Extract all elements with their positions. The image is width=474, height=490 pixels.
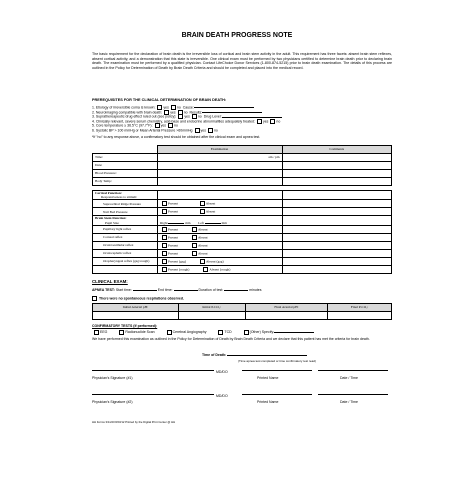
table-row — [93, 200, 392, 208]
checkbox[interactable] — [244, 330, 249, 335]
reflex-label — [93, 265, 158, 273]
footer: HH Forms 3/11/20 R03/12 Printed by the Digital Print Center @ HH — [92, 420, 176, 424]
reflex-label: Oropharyngeal reflex (gag/cough) — [93, 257, 158, 265]
signature-line-2 — [92, 394, 392, 398]
no-resp-label: There were no spontaneous respirations observed. — [98, 296, 184, 301]
option-label: no — [197, 114, 202, 119]
signature-1-field[interactable] — [92, 370, 214, 371]
option-label: Absent — [205, 209, 216, 214]
exam-header-examination: Examination — [157, 146, 282, 154]
prereq-text: 2. Neuroimaging compatible with brain death: — [92, 110, 163, 115]
option-label: no — [183, 110, 188, 115]
supraorbital-comment[interactable] — [283, 200, 392, 208]
table-row — [93, 241, 392, 249]
minutes-label: minutes — [249, 288, 262, 292]
exam-header-comments: Comments — [282, 146, 392, 154]
sig2-label: Physician's Signature (#2) — [92, 400, 133, 404]
option-label: Absent — [197, 251, 208, 256]
temp-field[interactable] — [157, 178, 282, 186]
checkbox[interactable] — [162, 259, 167, 264]
other-test-field[interactable] — [274, 332, 314, 333]
option-label: no — [276, 119, 281, 124]
initial-pco2-field[interactable] — [178, 312, 245, 320]
prereq-extra-field[interactable] — [222, 117, 282, 118]
time-comment[interactable] — [282, 154, 392, 162]
table-row — [93, 170, 392, 178]
gas-header-final-pco2: Final PₐCO₂: — [328, 304, 392, 312]
bp-field[interactable] — [157, 170, 282, 178]
checkbox[interactable] — [195, 128, 200, 133]
prereq-extra-field[interactable] — [194, 107, 254, 108]
prereq-extra-label: Drug Level: — [203, 114, 222, 119]
end-time-label: End time: — [157, 288, 173, 292]
exam-table — [92, 145, 392, 186]
checkbox[interactable] — [94, 330, 99, 335]
signature-line-1 — [92, 370, 392, 374]
no-resp-checkbox[interactable] — [92, 296, 97, 301]
reflex-comment[interactable] — [283, 249, 392, 257]
checkbox[interactable] — [218, 330, 223, 335]
gas-header-initial-pco2: Initial PₐCO₂: — [178, 304, 245, 312]
cortical-comment — [283, 191, 392, 200]
option-label: Absent — [205, 201, 216, 206]
checkbox[interactable] — [200, 209, 205, 214]
table-row — [93, 162, 392, 170]
printed-name-label: Printed Name — [257, 400, 279, 404]
option-label: Present — [168, 201, 178, 206]
option-label: yes — [200, 128, 206, 133]
mdod-label: MD/DO — [216, 394, 228, 398]
cortical-spacer — [158, 191, 283, 200]
row-label-date: Date: — [93, 162, 158, 170]
supraorbital-options — [158, 200, 283, 208]
reflex-comment[interactable] — [283, 241, 392, 249]
prereq-extra-field[interactable] — [202, 112, 262, 113]
table-row — [93, 257, 392, 265]
reflex-label: Pupillary light reflex — [93, 225, 158, 233]
reflex-options — [158, 265, 283, 273]
table-row — [93, 178, 392, 186]
checkbox[interactable] — [119, 330, 124, 335]
mm-label: mm — [221, 220, 227, 225]
nailbed-comment[interactable] — [283, 208, 392, 216]
cortical-cell — [93, 191, 158, 200]
intro-paragraph: The basic requirement for the declaration of brain death is the irreversible loss of cortical and brain stem activity in the adult. This requirement has three facets: absent brain stem reflexes, absent cortical activity, and a demonstration that this state is irreversible. One clinical exam must be performed by two physicians certified to determine brain death prior to declaring brain death. The examination must be performed by a qualified physician. Contact LifeChoice Donor Services (1-800-874-5215) prior to brain death examination. The details of this process are outlined in the Policy for Determination of Death by Brain Death Criteria and should be completed and placed into the medical record. — [92, 52, 392, 70]
option-label: EEG — [100, 330, 108, 335]
prereq-text: 4. Clinically relevant, severe serum chemistry, acid-base and endocrine abnormalities adequately treated: — [92, 119, 255, 124]
duration-label: Duration of test: — [198, 288, 224, 292]
prereq-text: 5. Core temperature ≥ 36.5°C (97.7°F): — [92, 123, 153, 128]
apnea-label: APNEA TEST: — [92, 288, 115, 292]
row-label-temp: Body Temp: — [93, 178, 158, 186]
option-label: yes — [262, 119, 269, 124]
blood-gas-table — [92, 303, 392, 320]
prereq-text: 3. Suprathereapeutic drug effect ruled out (see policy): — [92, 114, 177, 119]
reflex-options — [158, 241, 283, 249]
checkbox[interactable] — [257, 119, 262, 124]
printed-name-label: Printed Name — [257, 376, 279, 380]
checkbox[interactable] — [208, 128, 213, 133]
reflex-label: Oculocephalic reflex — [93, 249, 158, 257]
prereq-item — [92, 128, 392, 133]
option-label: Present (gag) — [168, 259, 186, 264]
table-row — [93, 225, 392, 233]
table-row — [93, 265, 392, 273]
brainstem-heading-cell — [93, 216, 158, 225]
table-row — [93, 154, 392, 162]
form-page — [62, 10, 412, 480]
confirm-heading: CONFIRMATORY TESTS (If performed): — [92, 324, 158, 328]
table-row — [93, 304, 392, 312]
supraorbital-label: Supraorbital Ridge Pressure — [93, 200, 158, 208]
option-label: Present — [168, 209, 178, 214]
confirm-test-option — [216, 330, 231, 334]
page-title: BRAIN DEATH PROGRESS NOTE — [181, 32, 293, 39]
signature-2-field[interactable] — [92, 394, 214, 395]
reflex-label: Corneal reflex — [93, 233, 158, 241]
time-field[interactable] — [157, 154, 282, 162]
date-time-2-field[interactable] — [318, 394, 388, 395]
option-label: Present — [168, 235, 178, 240]
signature-captions-2 — [92, 400, 392, 404]
table-row — [93, 216, 392, 225]
gas-header-final-ph: Final Arterial pH: — [245, 304, 328, 312]
cortical-heading: Cortical Function: — [95, 191, 122, 195]
prereq-text: 1. Etiology of irreversible coma is known: — [92, 105, 156, 110]
checkbox[interactable] — [162, 227, 167, 232]
confirm-test-option — [165, 330, 207, 334]
exam-header-blank — [93, 146, 158, 154]
end-time-field[interactable] — [174, 290, 198, 291]
checkbox[interactable] — [162, 243, 167, 248]
option-label: Radionuclide Scan — [125, 330, 155, 335]
date-time-label: Date / Time — [340, 376, 358, 380]
bp-comment[interactable] — [282, 170, 392, 178]
checkbox[interactable] — [192, 227, 197, 232]
checkbox[interactable] — [200, 259, 205, 264]
final-pco2-field[interactable] — [328, 312, 392, 320]
confirm-test-option — [242, 330, 315, 334]
checkbox[interactable] — [162, 201, 167, 206]
checkbox[interactable] — [192, 235, 197, 240]
option-label: Absent — [197, 235, 208, 240]
clinical-exam-heading: CLINICAL EXAM: — [92, 279, 128, 284]
reflex-comment[interactable] — [283, 265, 392, 273]
option-label: yes — [184, 114, 190, 119]
checkbox[interactable] — [192, 243, 197, 248]
duration-field[interactable] — [224, 290, 248, 291]
printed-name-2-field[interactable] — [242, 394, 312, 395]
option-label: (Other) Specify: — [249, 330, 275, 335]
prereq-heading: PREREQUISITES FOR THE CLINICAL DETERMINATION OF BRAIN DEATH: — [92, 98, 227, 102]
confirm-test-option — [92, 330, 107, 334]
right-pupil-field[interactable] — [168, 223, 184, 224]
mdod-label: MD/DO — [216, 370, 228, 374]
reflex-options — [158, 225, 283, 233]
option-label: no — [213, 128, 218, 133]
temp-comment[interactable] — [282, 178, 392, 186]
pupil-size-label: Pupil Size — [105, 220, 119, 225]
checkbox[interactable] — [200, 201, 205, 206]
nailbed-label: Nail Bed Pressure — [93, 208, 158, 216]
checkbox[interactable] — [167, 330, 172, 335]
responsiveness-label: Responsiveness to stimuli: — [101, 195, 138, 200]
right-label: Right — [160, 220, 168, 225]
option-label: yes — [170, 110, 176, 115]
final-ph-field[interactable] — [245, 312, 328, 320]
checkbox[interactable] — [162, 251, 167, 256]
option-label: Absent — [197, 227, 208, 232]
option-label: no — [176, 105, 181, 110]
declaration-statement: We have performed this examination as outlined in the Policy for Determination of Death by Brain Death Criteria and we declare that this patient has met the criteria for brain death. — [92, 337, 370, 341]
sig1-label: Physician's Signature (#1) — [92, 376, 133, 380]
time-of-death-label: Time of Death: — [202, 353, 227, 357]
am-pm-label: am / pm — [268, 155, 280, 160]
checkbox[interactable] — [162, 209, 167, 214]
reflex-comment[interactable] — [283, 233, 392, 241]
no-resp-row — [92, 296, 184, 301]
confirm-tests-row — [92, 330, 392, 335]
checkbox[interactable] — [162, 235, 167, 240]
prereq-text: 6. Systolic BP > 100 mmHg or Mean Arterial Pressure >60mmHg — [92, 128, 193, 133]
option-label: Present — [168, 243, 178, 248]
pupil-size-fields — [158, 216, 283, 225]
option-label: Present — [168, 227, 178, 232]
option-label: yes — [160, 123, 167, 128]
nailbed-options — [158, 208, 283, 216]
date-comment[interactable] — [282, 162, 392, 170]
option-label: Present — [168, 251, 178, 256]
checkbox[interactable] — [203, 267, 208, 272]
date-time-label: Date / Time — [340, 400, 358, 404]
time-of-death-field[interactable] — [227, 355, 307, 356]
initial-ph-field[interactable] — [93, 312, 179, 320]
left-label: Left — [198, 220, 204, 225]
gas-header-initial-ph: Initial Arterial pH: — [93, 304, 179, 312]
reflex-comment[interactable] — [283, 257, 392, 265]
start-time-field[interactable] — [133, 290, 157, 291]
option-label: Absent (cough) — [209, 267, 231, 272]
reflex-label: Oculovestibular reflex — [93, 241, 158, 249]
reflex-options — [158, 233, 283, 241]
mm-label: mm — [185, 220, 191, 225]
option-label: Absent — [197, 243, 208, 248]
table-row — [93, 208, 392, 216]
brainstem-heading: Brain Stem Function: — [95, 216, 127, 221]
option-label: no — [174, 123, 178, 128]
option-label: Absent (gag) — [205, 259, 224, 264]
checkbox[interactable] — [192, 251, 197, 256]
prereq-note: *If "no" to any response above, a confirmatory test should be obtained after the clinical exam and apnea test. — [92, 135, 261, 139]
confirm-test-option — [117, 330, 154, 334]
left-pupil-field[interactable] — [205, 223, 221, 224]
option-label: TCD — [224, 330, 232, 335]
option-label: Present (cough) — [168, 267, 190, 272]
prereq-list — [92, 105, 392, 133]
pupil-comment[interactable] — [283, 216, 392, 225]
table-row — [93, 249, 392, 257]
reflex-options — [158, 249, 283, 257]
reflex-comment[interactable] — [283, 225, 392, 233]
checkbox[interactable] — [270, 119, 275, 124]
option-label: yes — [163, 105, 169, 110]
option-label: Cerebral Angiography — [172, 330, 207, 335]
prereq-extra-label: Results: — [189, 110, 203, 115]
signature-captions-1 — [92, 376, 392, 380]
table-row — [93, 312, 392, 320]
date-field[interactable] — [157, 162, 282, 170]
prereq-extra-label: Cause: — [182, 105, 194, 110]
time-of-death-note: (Time apnea test completed or time confirmatory test read) — [238, 359, 316, 363]
table-row — [93, 233, 392, 241]
row-label-time: Time: — [93, 154, 158, 162]
printed-name-1-field[interactable] — [242, 370, 312, 371]
checkbox[interactable] — [162, 267, 167, 272]
neuro-exam-table — [92, 190, 392, 274]
row-label-bp: Blood Pressure: — [93, 170, 158, 178]
date-time-1-field[interactable] — [318, 370, 388, 371]
reflex-options — [158, 257, 283, 265]
start-time-label: Start time: — [115, 288, 132, 292]
time-of-death-row — [202, 353, 307, 357]
apnea-row — [92, 288, 392, 292]
